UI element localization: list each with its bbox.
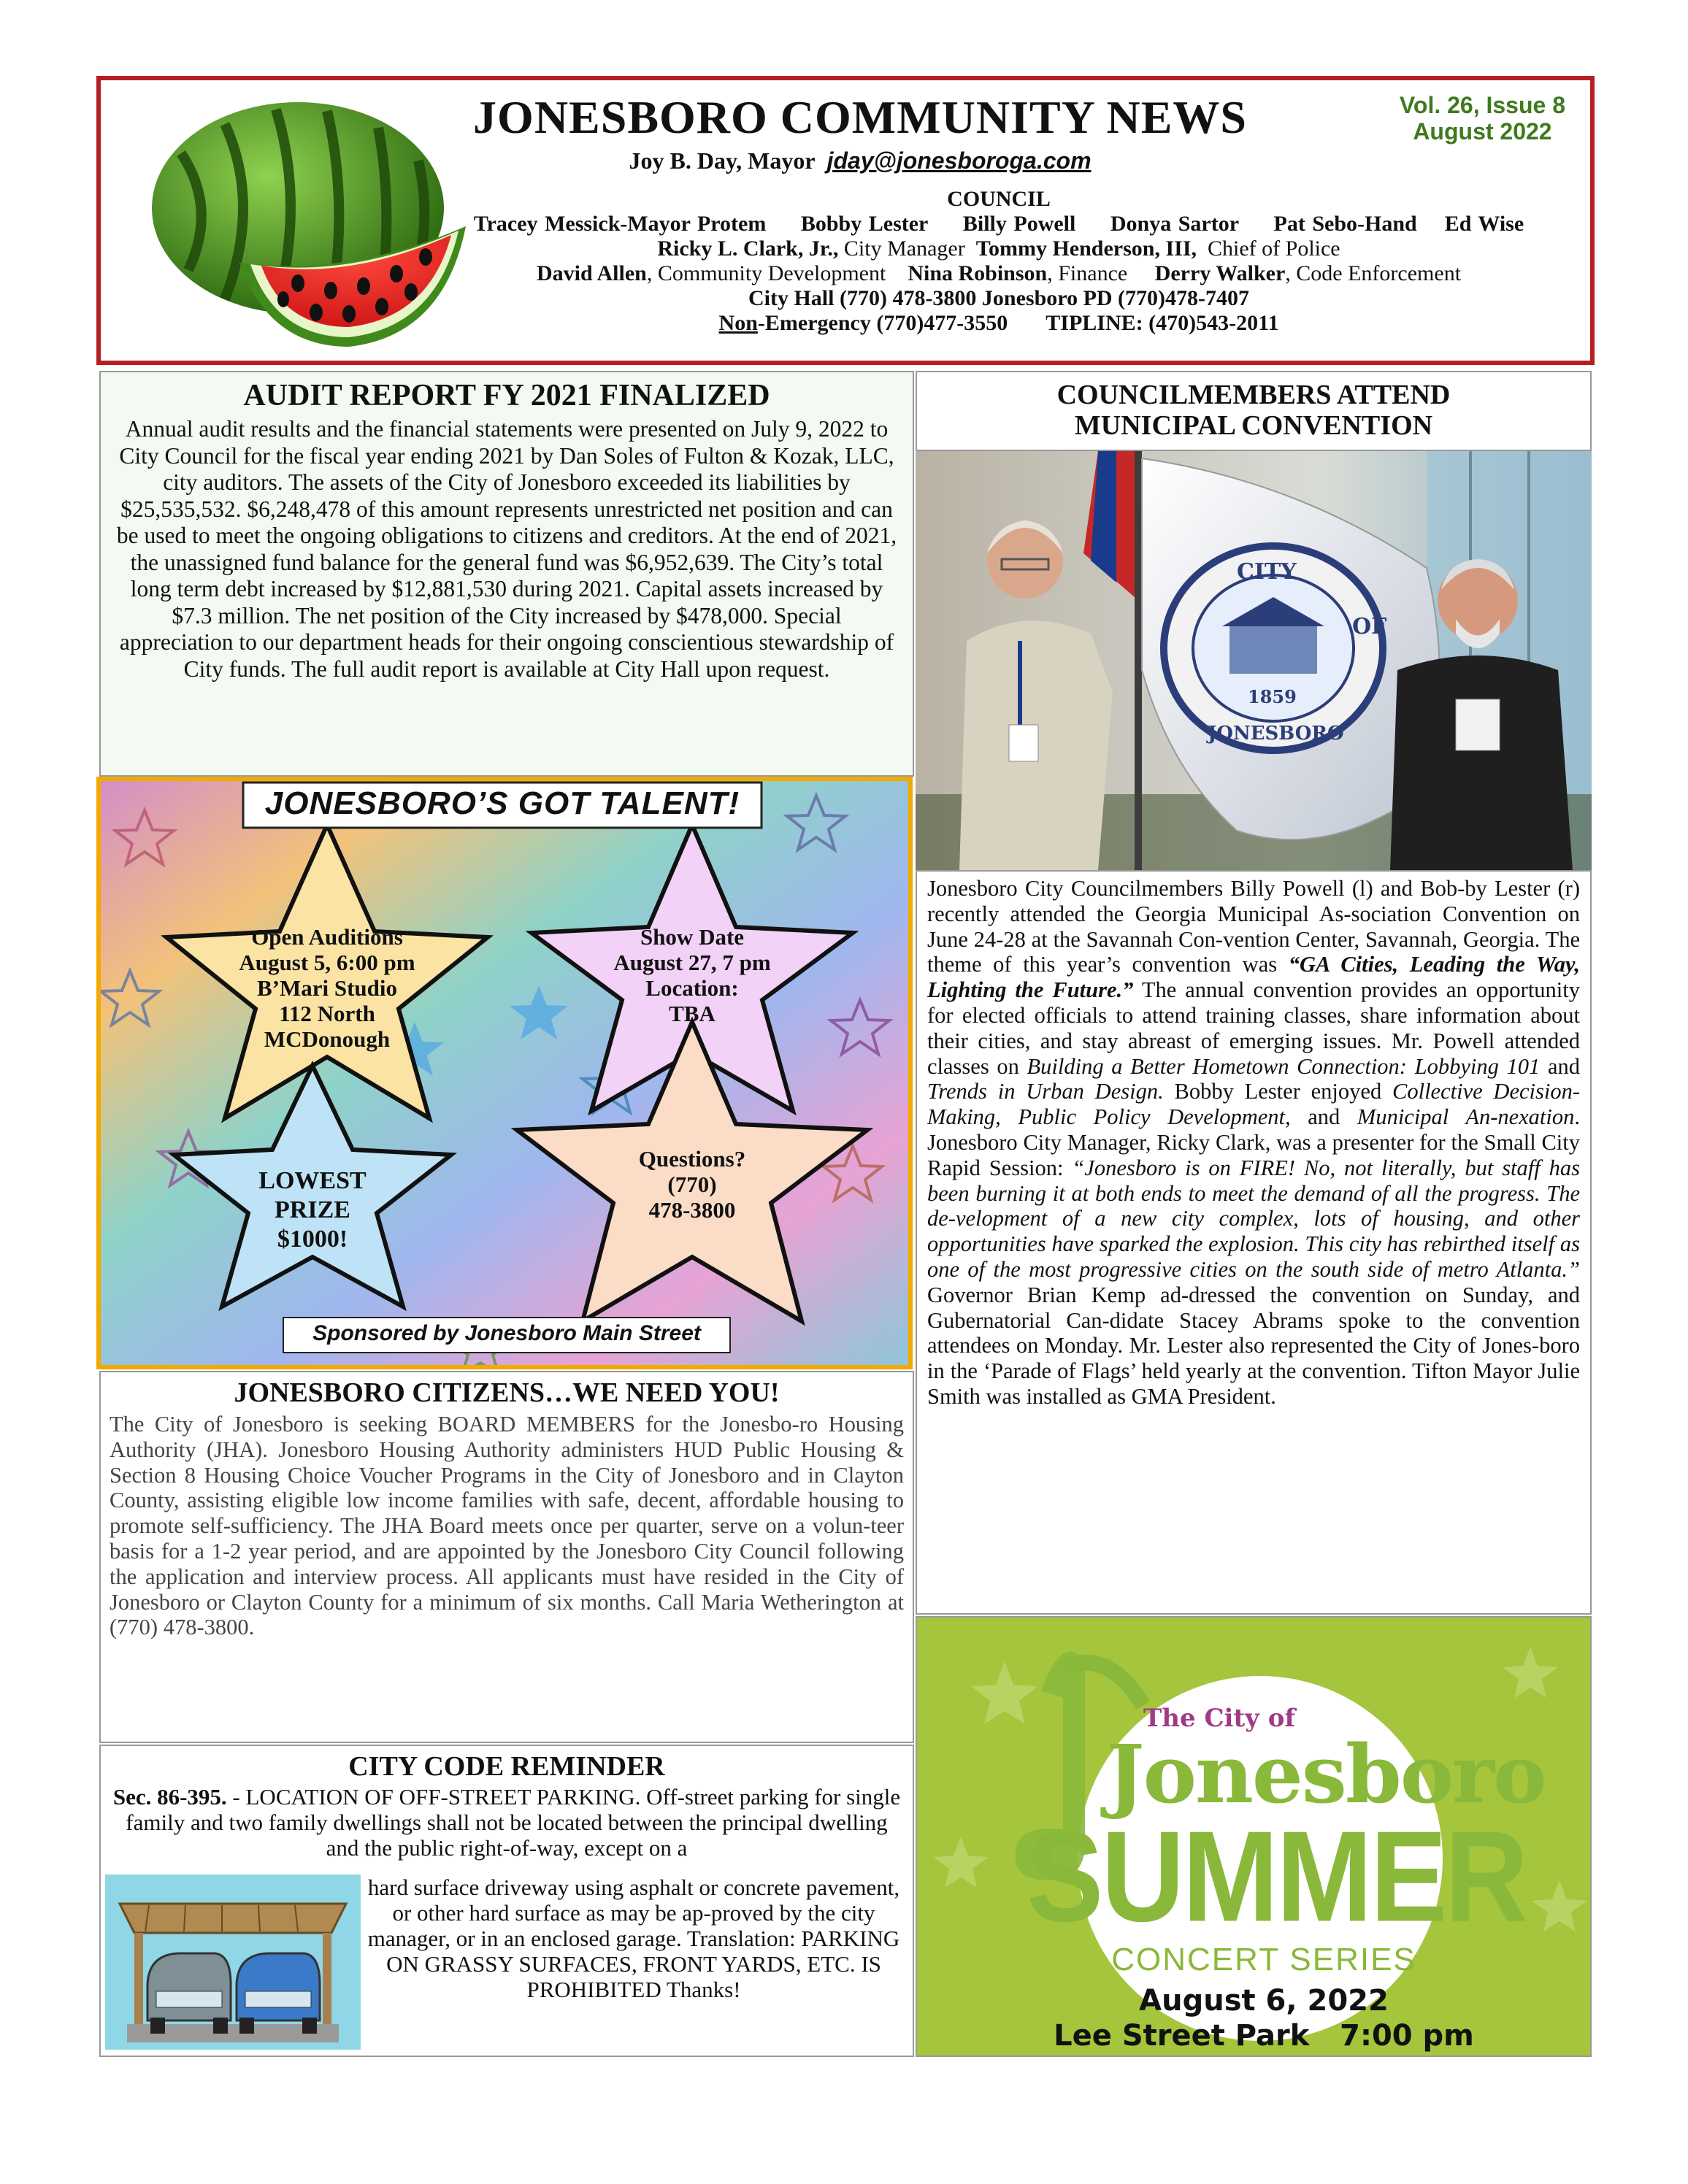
article-text: The annual convention provides an opportunity for elected officials to attend training classes, share information about their cities, and stay abreast of emerging issues. Mr. Powell attended classes on	[927, 977, 1581, 1079]
code-title: CITY CODE REMINDER	[348, 1751, 665, 1782]
councilmembers-flag-photo-icon	[916, 451, 1592, 870]
issue-date: August 2022	[1413, 118, 1552, 145]
star-line: August 27, 7 pm	[613, 950, 771, 975]
star-line: 112 North	[279, 1001, 375, 1026]
star-flyer-background-icon	[101, 781, 908, 1365]
council-label: COUNCIL	[947, 187, 1051, 211]
audit-report-article	[99, 371, 914, 777]
mayor-email-link[interactable]: jday@jonesboroga.com	[826, 147, 1092, 174]
star-line: Location:	[645, 975, 739, 1001]
mayor-name: Joy B. Day, Mayor	[629, 147, 816, 174]
summer-title: SUMMER	[1027, 1804, 1527, 1949]
star-line: MCDonough	[264, 1026, 391, 1052]
show-date-star	[590, 924, 794, 1026]
star-line: PRIZE	[275, 1196, 350, 1223]
staff-name: Derry Walker	[1154, 261, 1286, 285]
article-text: Governor Brian Kemp ad-dressed the convention on Sunday, and Gubernatorial Can-didate Stacey Abrams spoke to the convention attendees on Monday. Mr. Lester also represented the City of Jones-boro in the ‘Parade of Flags’ held yearly at the convention. Tifton Mayor Julie Smith was installed as GMA President.	[927, 1282, 1580, 1409]
class-title: Trends in Urban Design.	[927, 1079, 1164, 1104]
convention-article-body	[916, 870, 1592, 1615]
questions-star	[605, 1146, 780, 1223]
flag-city-text: CITY	[1237, 559, 1297, 585]
article-text: Bobby Lester enjoyed	[1163, 1079, 1392, 1104]
emergency-line	[407, 311, 1590, 336]
staff-line-2	[407, 261, 1590, 286]
staff-title: Chief of Police	[1208, 237, 1340, 261]
talent-banner: JONESBORO’S GOT TALENT!	[264, 785, 740, 821]
audit-body: Annual audit results and the financial statements were presented on July 9, 2022 to City Council for the fiscal year ending 2021 by Dan Soles of Fulton & Kozak, LLC, city auditors. The assets of the City of Jonesboro exceeded its liabilities by $25,535,532. $6,248,478 of this amount represents unrestricted net position and can be used to meet the ongoing obligations to citizens and creditors. At the end of 2021, the unassigned fund balance for the general fund was $6,952,639. The City’s total long term debt increased by $12,881,530 during 2021. Capital assets increased by $7.3 million. The net position of the City increased by $478,000. Special appreciation to our department heads for their ongoing conscientious stewardship of City funds. The full audit report is available at City Hall upon request.	[116, 416, 897, 682]
star-line: TBA	[669, 1001, 716, 1026]
phone-line: City Hall (770) 478-3800 Jonesboro PD (770)478-7407	[748, 286, 1250, 310]
convention-title-line: COUNCILMEMBERS ATTEND	[1056, 380, 1451, 410]
council-member: Pat Sebo-Hand	[1273, 212, 1417, 236]
council-member: Billy Powell	[962, 212, 1076, 236]
citizens-article	[99, 1371, 914, 1743]
article-text: Jonesboro City Councilmembers Billy Powell (l) and Bob-by Lester (r) recently attended the Georgia Municipal As-sociation Convention on June 24-28 at the Savannah Con-vention Center, Savannah, Georgia. The theme of this year’s convention was	[927, 876, 1580, 977]
concert-location: Lee Street Park	[1054, 2019, 1310, 2053]
concert-date: August 6, 2022	[1139, 1984, 1389, 2018]
newsletter-header	[96, 76, 1595, 365]
auditions-star	[225, 924, 429, 1052]
star-line: 478-3800	[648, 1197, 736, 1223]
audit-title: AUDIT REPORT FY 2021 FINALIZED	[243, 379, 770, 412]
staff-name: Ricky L. Clark, Jr.,	[657, 237, 839, 261]
article-text: and	[1290, 1104, 1357, 1130]
tipline-phone: TIPLINE: (470)543-2011	[1046, 311, 1279, 335]
convention-title-line: MUNICIPAL CONVENTION	[1074, 410, 1433, 441]
star-line: Open Auditions	[251, 924, 403, 950]
carport-illustration-icon	[105, 1875, 361, 2050]
staff-name: Tommy Henderson, III,	[975, 237, 1197, 261]
star-line: $1000!	[277, 1226, 348, 1253]
convention-photo	[916, 451, 1592, 870]
concert-location-line	[975, 2019, 1552, 2053]
star-line: Show Date	[640, 924, 745, 950]
star-line: (770)	[667, 1172, 717, 1197]
staff-line-1	[407, 237, 1590, 261]
flag-jonesboro-text: JONESBORO	[1208, 723, 1344, 745]
code-section: Sec. 86-395.	[112, 1784, 227, 1810]
staff-title: , Finance	[1047, 261, 1128, 285]
concert-time: 7:00 pm	[1340, 2019, 1474, 2053]
sponsor-label: Sponsored by Jonesboro Main Street	[312, 1321, 701, 1345]
council-member: Ed Wise	[1444, 212, 1524, 236]
talent-show-flyer	[96, 777, 913, 1369]
prize-star	[232, 1166, 393, 1254]
code-lead-text: - LOCATION OF OFF-STREET PARKING. Off-street parking for single family and two family dwellings shall not be located between the principal dwelling and the public right-of-way, except on a	[126, 1784, 901, 1861]
class-title: Collective Decision-Making, Public Policy Development,	[927, 1079, 1581, 1130]
the-city-of-label: The City of	[1143, 1704, 1296, 1733]
convention-title	[916, 371, 1592, 451]
star-line: LOWEST	[258, 1167, 367, 1194]
council-members	[407, 212, 1590, 237]
code-rest-text: hard surface driveway using asphalt or concrete pavement, or other hard surface as may be ap-proved by the city manager, or in an enclosed garage. Translation: PARKING ON GRASSY SURFACES, FRONT YARDS, ETC. IS PROHIBITED Thanks!	[367, 1875, 900, 2002]
citizens-body: The City of Jonesboro is seeking BOARD MEMBERS for the Jonesbo-ro Housing Authority (JHA). Jonesboro Housing Authority administers HUD Public Housing & Section 8 Housing Choice Voucher Programs in the City of Jonesboro and in Clayton County, assisting eligible low income families with safe, decent, affordable housing to promote self-sufficiency. The JHA Board meets once per quarter, serve on a volun-teer basis for a 1-2 year period, and are appointed by the Jonesboro City Council following the application and interview process. All applicants must have resided in the City of Jonesboro or Clayton County for a minimum of six months. Call Maria Wetherington at (770) 478-3800.	[110, 1412, 904, 1640]
staff-title: City Manager	[843, 237, 965, 261]
code-lead	[110, 1784, 904, 1861]
masthead-title: JONESBORO COMMUNITY NEWS	[473, 91, 1247, 143]
volume-issue: Vol. 26, Issue 8	[1399, 92, 1565, 118]
class-title: Building a Better Hometown Connection: Lobbying 101	[1027, 1053, 1541, 1079]
concert-series-label: CONCERT SERIES	[1111, 1942, 1416, 1977]
star-line: August 5, 6:00 pm	[239, 950, 415, 975]
staff-title: , Code Enforcement	[1285, 261, 1462, 285]
star-line: Questions?	[638, 1146, 746, 1172]
council-member: Tracey Messick-Mayor Protem	[473, 212, 767, 236]
mayor-line	[510, 147, 1211, 174]
flag-year-text: 1859	[1248, 686, 1297, 707]
citizens-title: JONESBORO CITIZENS…WE NEED YOU!	[234, 1377, 780, 1408]
flag-of-text: OF	[1352, 614, 1387, 639]
article-text: and	[1540, 1053, 1580, 1079]
issue-info	[1400, 92, 1565, 145]
council-member: Donya Sartor	[1110, 212, 1240, 236]
staff-name: David Allen	[536, 261, 647, 285]
council-member: Bobby Lester	[800, 212, 929, 236]
non-prefix: Non	[718, 311, 758, 335]
code-reminder-article	[99, 1745, 914, 2057]
class-title: Municipal An-nexation	[1357, 1104, 1575, 1130]
manager-quote: “Jonesboro is on FIRE! No, not literally, but staff has been burning it at both ends to meet the demand of all the progress. The de-velopment of a new city complex, lots of housing, and other opportunities have sparked the explosion. This city has rebirthed itself as one of the most progressive cities on the south side of metro Atlanta.”	[927, 1155, 1581, 1282]
staff-name: Nina Robinson	[908, 261, 1048, 285]
star-line: B’Mari Studio	[256, 975, 398, 1001]
convention-theme: “GA Cities, Leading the Way, Lighting the Future.”	[927, 952, 1580, 1003]
summer-concert-ad	[916, 1616, 1592, 2057]
jonesboro-title: Jonesboro	[1106, 1727, 1546, 1821]
non-emergency-phone: -Emergency (770)477-3550	[757, 311, 1008, 335]
staff-title: , Community Development	[646, 261, 886, 285]
article-text: . Jonesboro City Manager, Ricky Clark, was a presenter for the Small City Rapid Session:	[927, 1104, 1581, 1180]
